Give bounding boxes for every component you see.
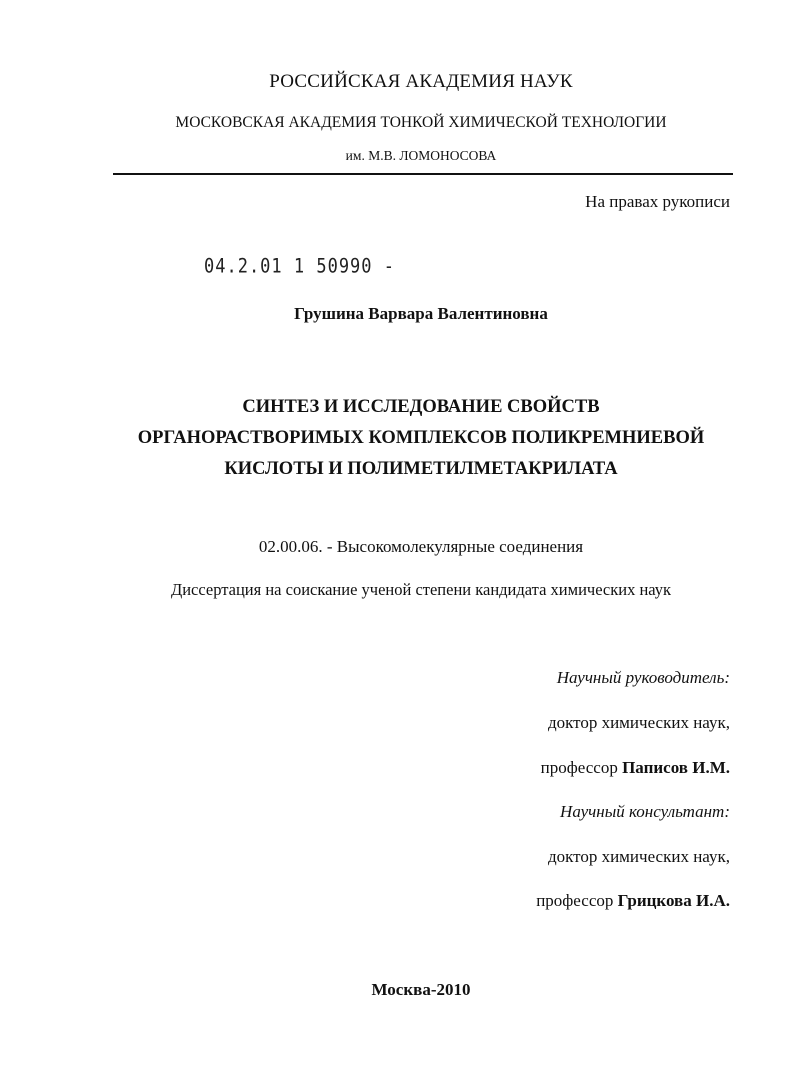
author-name: Грушина Варвара Валентиновна xyxy=(294,304,548,323)
consultant-degree: доктор химических наук, xyxy=(547,847,730,866)
consultant-name: Грицкова И.А. xyxy=(617,891,730,910)
city-year: Москва-2010 xyxy=(371,980,471,999)
dissertation-title xyxy=(0,392,792,485)
consultant-line xyxy=(536,891,730,911)
manuscript-rights-note: На правах рукописи xyxy=(585,192,730,211)
institution-named-after: им. М.В. ЛОМОНОСОВА xyxy=(345,148,497,163)
degree-statement: Диссертация на соискание ученой степени кандидата химических наук xyxy=(170,580,672,599)
supervisor-degree: доктор химических наук, xyxy=(547,713,730,732)
title-line-2: ОРГАНОРАСТВОРИМЫХ КОМПЛЕКСОВ ПОЛИКРЕМНИЕВОЙ xyxy=(137,428,705,448)
consultant-label: Научный консультант: xyxy=(560,802,730,821)
registration-stamp: 04.2.01 1 50990 - xyxy=(204,255,395,278)
supervisor-line xyxy=(541,758,730,778)
supervisor-label: Научный руководитель: xyxy=(556,668,730,687)
title-line-3: КИСЛОТЫ И ПОЛИМЕТИЛМЕТАКРИЛАТА xyxy=(224,459,618,479)
supervisor-name: Паписов И.М. xyxy=(622,758,730,777)
header-divider xyxy=(113,173,733,175)
title-line-1: СИНТЕЗ И ИССЛЕДОВАНИЕ СВОЙСТВ xyxy=(242,397,600,417)
supervisor-title: профессор xyxy=(540,758,618,777)
specialty-code: 02.00.06. - Высокомолекулярные соединения xyxy=(258,537,584,556)
consultant-title: профессор xyxy=(536,891,614,910)
institution-name: МОСКОВСКАЯ АКАДЕМИЯ ТОНКОЙ ХИМИЧЕСКОЙ ТЕХНОЛОГИИ xyxy=(175,114,667,131)
academy-name: РОССИЙСКАЯ АКАДЕМИЯ НАУК xyxy=(269,71,573,92)
